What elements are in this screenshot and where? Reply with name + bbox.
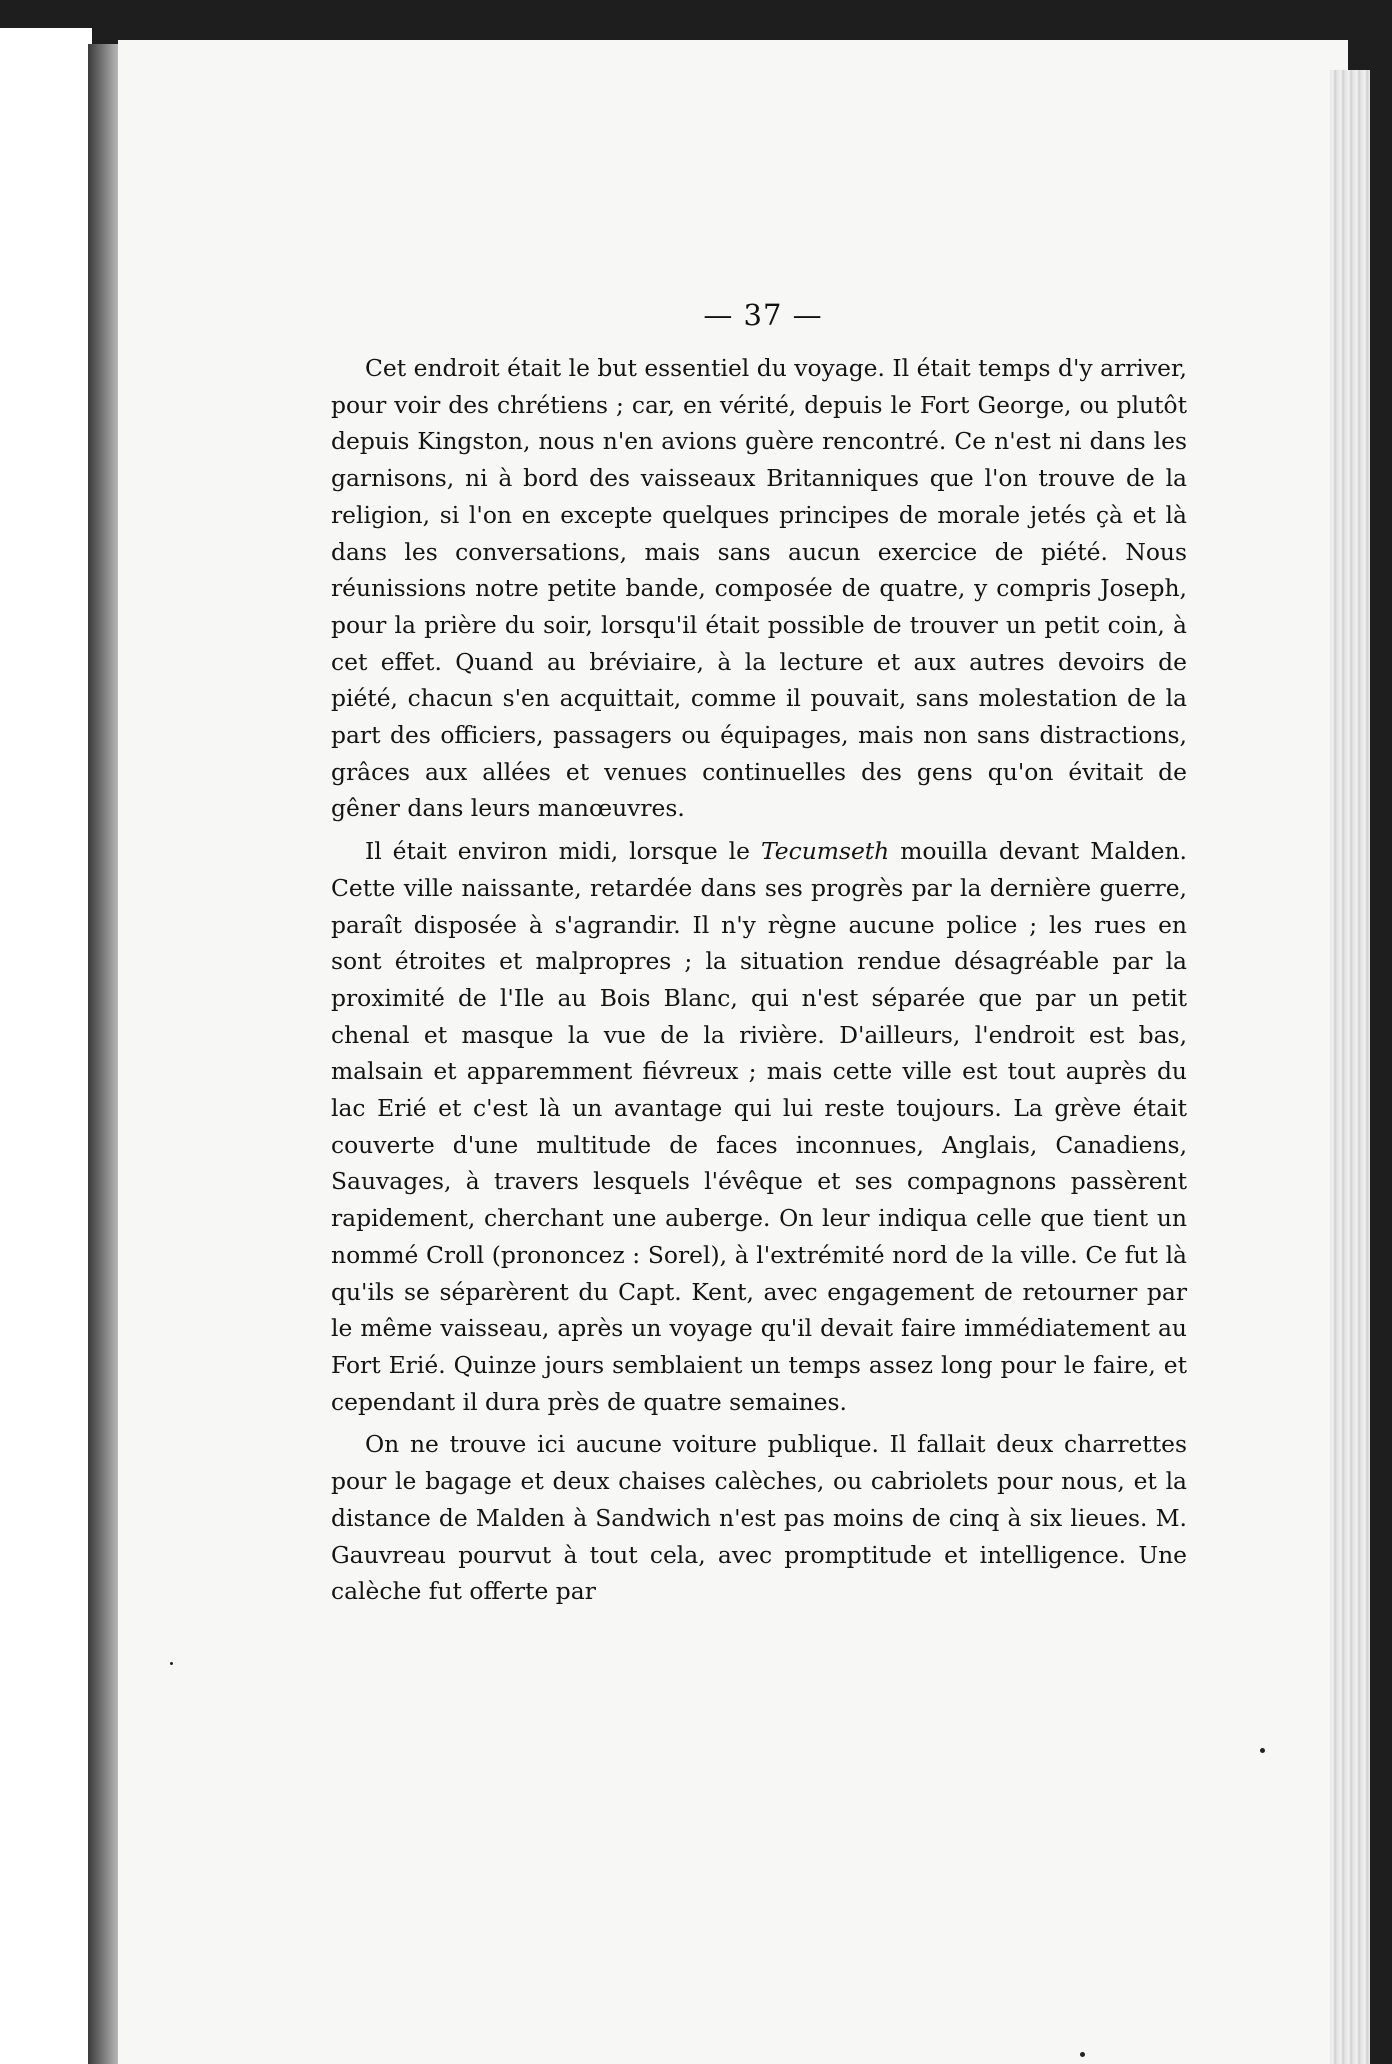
page-number: — 37 —: [703, 298, 823, 332]
paper-speck: [1260, 1748, 1265, 1753]
page-body-text: [331, 350, 1187, 1616]
paper-speck: [1080, 2052, 1085, 2057]
page-fore-edge: [1330, 70, 1370, 2064]
paragraph-2: [331, 833, 1187, 1420]
book-page: [118, 40, 1348, 2064]
paragraph-1-text: Cet endroit était le but essentiel du voyage. Il était temps d'y arriver, pour voir des chrétiens ; car, en vérité, depuis le Fort George, ou plutôt depuis Kingston, nous n'en avions guère rencontré. Ce n'est ni dans les garnisons, ni à bord des vaisseaux Britanniques que l'on trouve de la religion, si l'on en excepte quelques principes de morale jetés çà et là dans les conversations, mais sans aucun exercice de piété. Nous réunissions notre petite bande, composée de quatre, y compris Joseph, pour la prière du soir, lorsqu'il était possible de trouver un petit coin, à cet effet. Quand au bréviaire, à la lecture et aux autres devoirs de piété, chacun s'en acquittait, comme il pouvait, sans molestation de la part des officiers, passagers ou équipages, mais non sans distractions, grâces aux allées et venues continuelles des gens qu'on évitait de gêner dans leurs manœuvres.: [331, 354, 1187, 823]
paragraph-2-text-a: Il était environ midi, lorsque le: [365, 837, 761, 866]
facing-page-edge: [0, 28, 92, 2064]
paragraph-3: [331, 1426, 1187, 1610]
paragraph-1: [331, 350, 1187, 827]
book-gutter-shadow: [88, 44, 120, 2064]
paragraph-2-text-b: mouilla devant Malden. Cette ville naissante, retardée dans ses progrès par la dernière guerre, paraît disposée à s'agrandir. Il n'y règne aucune police ; les rues en sont étroites et malpropres ; la situation rendue désagréable par la proximité de l'Ile au Bois Blanc, qui n'est séparée que par un petit chenal et masque la vue de la rivière. D'ailleurs, l'endroit est bas, malsain et apparemment fiévreux ; mais cette ville est tout auprès du lac Erié et c'est là un avantage qui lui reste toujours. La grève était couverte d'une multitude de faces inconnues, Anglais, Canadiens, Sauvages, à travers lesquels l'évêque et ses compagnons passèrent rapidement, cherchant une auberge. On leur indiqua celle que tient un nommé Croll (prononcez : Sorel), à l'extrémité nord de la ville. Ce fut là qu'ils se séparèrent du Capt. Kent, avec engagement de retourner par le même vaisseau, après un voyage qu'il devait faire immédiatement au Fort Erié. Quinze jours semblaient un temps assez long pour le faire, et cependant il dura près de quatre semaines.: [331, 837, 1187, 1416]
paragraph-3-text: On ne trouve ici aucune voiture publique. Il fallait deux charrettes pour le bagage et deux chaises calèches, ou cabriolets pour nous, et la distance de Malden à Sandwich n'est pas moins de cinq à six lieues. M. Gauvreau pourvut à tout cela, avec promptitude et intelligence. Une calèche fut offerte par: [331, 1430, 1187, 1606]
ship-name-italic: Tecumseth: [760, 837, 890, 866]
paper-speck: [170, 1662, 173, 1665]
